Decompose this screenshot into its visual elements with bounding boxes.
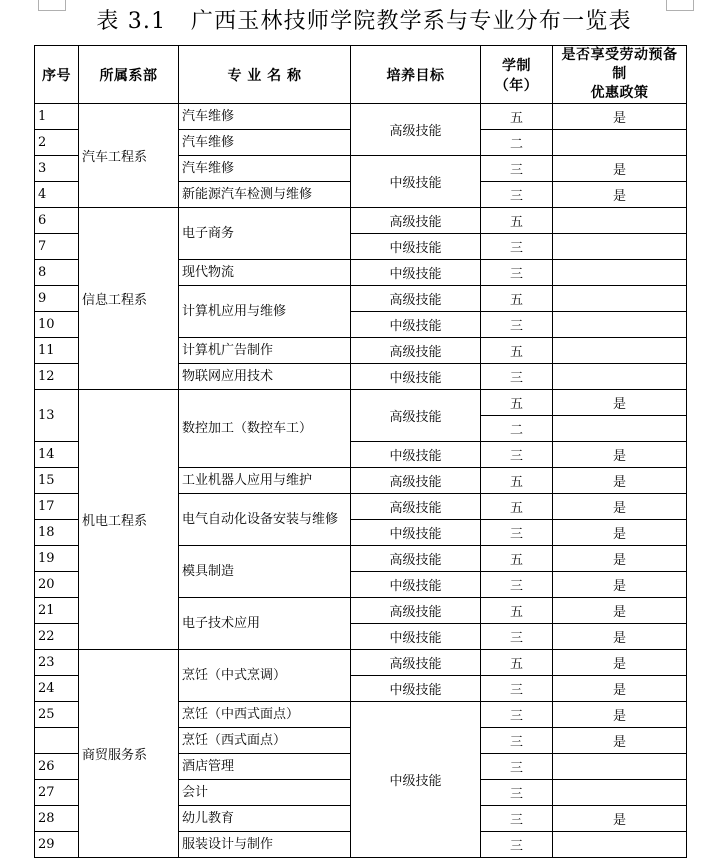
cell-seq: 15 <box>35 468 79 494</box>
cell-goal: 中级技能 <box>351 234 481 260</box>
cell-goal: 高级技能 <box>351 598 481 624</box>
cell-major: 计算机应用与维修 <box>179 286 351 338</box>
column-header-preferential-policy <box>553 46 687 104</box>
cell-goal: 中级技能 <box>351 572 481 598</box>
cell-seq: 4 <box>35 182 79 208</box>
cell-years: 三 <box>481 234 553 260</box>
cell-years: 五 <box>481 104 553 130</box>
cell-seq: 2 <box>35 130 79 156</box>
table-row <box>35 208 687 234</box>
cell-seq: 19 <box>35 546 79 572</box>
cell-years: 三 <box>481 572 553 598</box>
cell-goal: 中级技能 <box>351 442 481 468</box>
cell-major: 幼儿教育 <box>179 806 351 832</box>
cell-seq: 10 <box>35 312 79 338</box>
cell-major: 物联网应用技术 <box>179 364 351 390</box>
cell-seq: 7 <box>35 234 79 260</box>
cell-preferential: 是 <box>553 390 687 416</box>
cell-preferential: 是 <box>553 468 687 494</box>
cell-years: 三 <box>481 442 553 468</box>
cell-preferential <box>553 832 687 858</box>
cell-years: 五 <box>481 286 553 312</box>
cell-preferential: 是 <box>553 728 687 754</box>
cell-years: 三 <box>481 182 553 208</box>
table-header <box>35 46 687 104</box>
cell-seq: 24 <box>35 676 79 702</box>
cell-seq: 18 <box>35 520 79 546</box>
cell-goal: 中级技能 <box>351 624 481 650</box>
cell-years: 三 <box>481 364 553 390</box>
cell-preferential <box>553 234 687 260</box>
cell-years: 三 <box>481 702 553 728</box>
cell-seq: 29 <box>35 832 79 858</box>
cell-major: 烹饪（中式烹调） <box>179 650 351 702</box>
cell-years: 二 <box>481 416 553 442</box>
cell-major: 汽车维修 <box>179 104 351 130</box>
cell-years: 三 <box>481 832 553 858</box>
cell-department: 信息工程系 <box>79 208 179 390</box>
cell-preferential: 是 <box>553 624 687 650</box>
cell-major: 电气自动化设备安装与维修 <box>179 494 351 546</box>
cell-years: 五 <box>481 208 553 234</box>
cell-major: 烹饪（西式面点） <box>179 728 351 754</box>
cell-goal: 中级技能 <box>351 260 481 286</box>
cell-preferential: 是 <box>553 546 687 572</box>
column-header-seq: 序号 <box>35 46 79 104</box>
cell-goal: 高级技能 <box>351 494 481 520</box>
cell-department: 机电工程系 <box>79 390 179 650</box>
cell-preferential <box>553 130 687 156</box>
page-title: 表 3.1 广西玉林技师学院教学系与专业分布一览表 <box>96 9 632 34</box>
cell-preferential: 是 <box>553 156 687 182</box>
table-row <box>35 104 687 130</box>
cell-preferential <box>553 312 687 338</box>
cell-seq: 17 <box>35 494 79 520</box>
cell-seq: 13 <box>35 390 79 442</box>
cell-seq <box>35 728 79 754</box>
cell-major: 电子技术应用 <box>179 598 351 650</box>
column-header-goal: 培养目标 <box>351 46 481 104</box>
cell-years: 三 <box>481 676 553 702</box>
cell-seq: 25 <box>35 702 79 728</box>
cell-goal: 高级技能 <box>351 208 481 234</box>
cell-goal: 中级技能 <box>351 156 481 208</box>
cell-years: 三 <box>481 754 553 780</box>
cell-major: 会计 <box>179 780 351 806</box>
cell-preferential: 是 <box>553 104 687 130</box>
cell-years: 三 <box>481 806 553 832</box>
cell-years: 五 <box>481 468 553 494</box>
cell-seq: 23 <box>35 650 79 676</box>
cell-major: 现代物流 <box>179 260 351 286</box>
cell-years: 三 <box>481 156 553 182</box>
table-container <box>34 45 686 858</box>
cell-seq: 1 <box>35 104 79 130</box>
column-header-years: 学制（年） <box>481 46 553 104</box>
cell-preferential: 是 <box>553 442 687 468</box>
cell-years: 五 <box>481 546 553 572</box>
cell-years: 二 <box>481 130 553 156</box>
cell-preferential: 是 <box>553 494 687 520</box>
table-body <box>35 104 687 858</box>
cell-goal: 中级技能 <box>351 676 481 702</box>
cell-goal: 中级技能 <box>351 702 481 858</box>
cell-department: 商贸服务系 <box>79 650 179 858</box>
cell-major: 酒店管理 <box>179 754 351 780</box>
cell-seq: 28 <box>35 806 79 832</box>
preferential-header-line2: 优惠政策 <box>590 85 649 101</box>
cell-years: 三 <box>481 780 553 806</box>
cell-goal: 高级技能 <box>351 390 481 442</box>
cell-goal: 高级技能 <box>351 286 481 312</box>
cell-major: 计算机广告制作 <box>179 338 351 364</box>
cell-seq: 11 <box>35 338 79 364</box>
cell-preferential: 是 <box>553 572 687 598</box>
cell-seq: 20 <box>35 572 79 598</box>
cell-preferential <box>553 286 687 312</box>
cell-preferential <box>553 260 687 286</box>
cell-goal: 中级技能 <box>351 520 481 546</box>
cell-preferential <box>553 780 687 806</box>
cell-seq: 3 <box>35 156 79 182</box>
cell-preferential <box>553 208 687 234</box>
cell-goal: 中级技能 <box>351 364 481 390</box>
column-header-major: 专 业 名 称 <box>179 46 351 104</box>
preferential-header-line1: 是否享受劳动预备制 <box>561 47 678 82</box>
cell-goal: 中级技能 <box>351 312 481 338</box>
cell-years: 五 <box>481 598 553 624</box>
cell-seq: 6 <box>35 208 79 234</box>
cell-major: 汽车维修 <box>179 156 351 182</box>
cell-years: 五 <box>481 494 553 520</box>
cell-major: 电子商务 <box>179 208 351 260</box>
cell-major: 工业机器人应用与维护 <box>179 468 351 494</box>
cell-seq: 8 <box>35 260 79 286</box>
cell-major: 烹饪（中西式面点） <box>179 702 351 728</box>
cell-preferential: 是 <box>553 650 687 676</box>
cell-goal: 高级技能 <box>351 650 481 676</box>
cell-seq: 27 <box>35 780 79 806</box>
cell-years: 五 <box>481 338 553 364</box>
cell-goal: 高级技能 <box>351 338 481 364</box>
table-row <box>35 390 687 416</box>
cell-years: 五 <box>481 390 553 416</box>
cell-major: 数控加工（数控车工） <box>179 390 351 468</box>
cell-preferential <box>553 416 687 442</box>
cell-years: 五 <box>481 650 553 676</box>
cell-major: 汽车维修 <box>179 130 351 156</box>
cell-goal: 高级技能 <box>351 546 481 572</box>
cell-preferential: 是 <box>553 182 687 208</box>
cell-preferential: 是 <box>553 806 687 832</box>
cell-preferential <box>553 754 687 780</box>
cell-goal: 高级技能 <box>351 104 481 156</box>
cell-department: 汽车工程系 <box>79 104 179 208</box>
column-header-dept: 所属系部 <box>79 46 179 104</box>
cell-years: 三 <box>481 624 553 650</box>
cell-seq: 9 <box>35 286 79 312</box>
cell-years: 三 <box>481 260 553 286</box>
program-distribution-table <box>34 45 687 858</box>
cell-major: 新能源汽车检测与维修 <box>179 182 351 208</box>
cell-seq: 26 <box>35 754 79 780</box>
cell-major: 模具制造 <box>179 546 351 598</box>
cell-major: 服装设计与制作 <box>179 832 351 858</box>
cell-preferential <box>553 364 687 390</box>
cell-preferential: 是 <box>553 676 687 702</box>
cell-preferential: 是 <box>553 702 687 728</box>
cell-preferential <box>553 338 687 364</box>
cell-seq: 14 <box>35 442 79 468</box>
cell-seq: 22 <box>35 624 79 650</box>
cell-seq: 21 <box>35 598 79 624</box>
cell-years: 三 <box>481 728 553 754</box>
table-header-row <box>35 46 687 104</box>
cell-goal: 高级技能 <box>351 468 481 494</box>
cell-years: 三 <box>481 520 553 546</box>
cell-preferential: 是 <box>553 598 687 624</box>
cell-years: 三 <box>481 312 553 338</box>
cell-seq: 12 <box>35 364 79 390</box>
cell-preferential: 是 <box>553 520 687 546</box>
table-row <box>35 650 687 676</box>
